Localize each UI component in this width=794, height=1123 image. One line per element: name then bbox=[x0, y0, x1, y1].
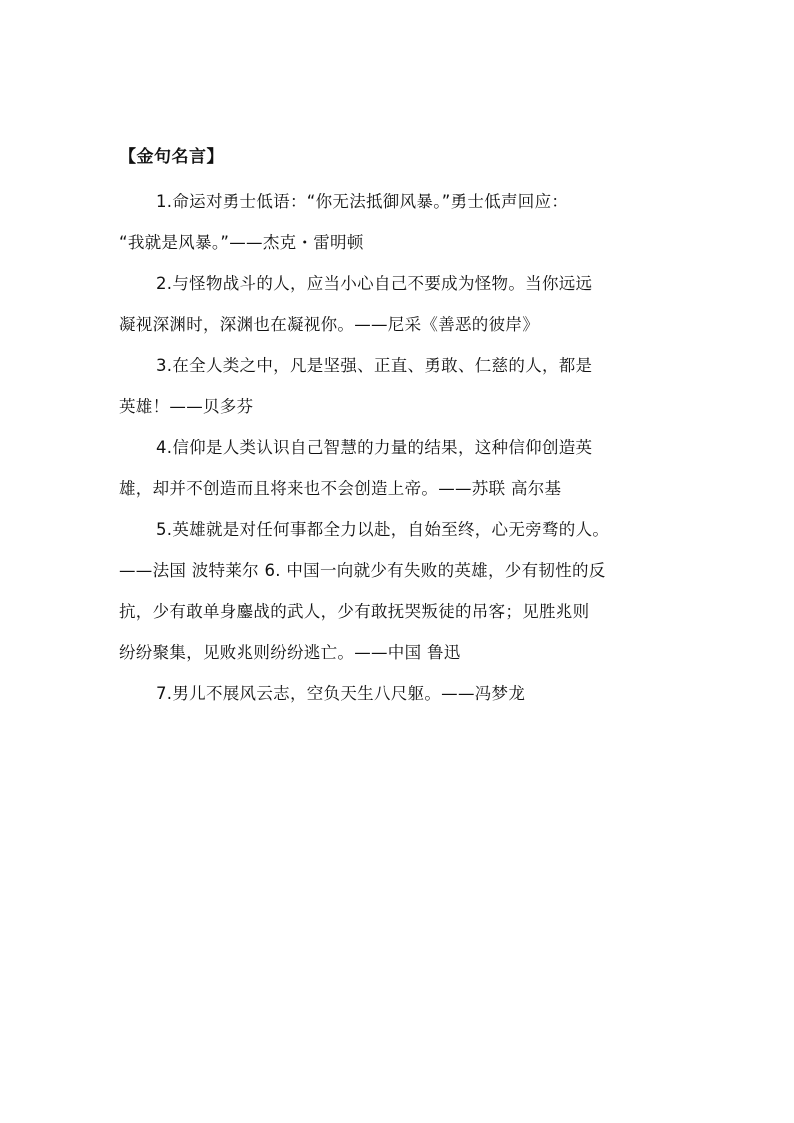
quote-2-line-2: 凝视深渊时，深渊也在凝视你。——尼采《善恶的彼岸》 bbox=[119, 315, 539, 334]
quote-text: 在全人类之中，凡是坚强、正直、勇敢、仁慈的人，都是 bbox=[172, 356, 593, 375]
quote-4-line-2: 雄，却并不创造而且将来也不会创造上帝。——苏联 高尔基 bbox=[119, 479, 562, 498]
quote-number: 1. bbox=[156, 192, 173, 211]
quote-5-line-1 bbox=[156, 518, 609, 542]
quote-1-line-1 bbox=[156, 190, 568, 214]
quote-text: 与怪物战斗的人，应当小心自己不要成为怪物。当你远远 bbox=[172, 274, 593, 293]
quote-number: 4. bbox=[156, 438, 173, 457]
quote-text: 信仰是人类认识自己智慧的力量的结果，这种信仰创造英 bbox=[172, 438, 593, 457]
quote-number: 7. bbox=[156, 684, 173, 703]
quote-7-line-1 bbox=[156, 682, 525, 706]
quote-5-line-3: 抗，少有敢单身鏖战的武人，少有敢抚哭叛徒的吊客；见胜兆则 bbox=[119, 602, 590, 621]
quote-text: 男儿不展风云志，空负天生八尺躯。——冯梦龙 bbox=[172, 684, 526, 703]
quote-number: 3. bbox=[156, 356, 173, 375]
quote-3-line-2: 英雄！——贝多芬 bbox=[119, 397, 254, 416]
quote-3-line-1 bbox=[156, 354, 592, 378]
quote-text: 命运对勇士低语：“你无法抵御风暴。”勇士低声回应： bbox=[172, 192, 569, 211]
quote-number: 5. bbox=[156, 520, 173, 539]
quote-5-line-2: ——法国 波特莱尔 6. 中国一向就少有失败的英雄，少有韧性的反 bbox=[119, 561, 606, 580]
quote-1-line-2: “我就是风暴。”——杰克・雷明顿 bbox=[119, 233, 364, 252]
quote-4-line-1 bbox=[156, 436, 592, 460]
quote-2-line-1 bbox=[156, 272, 592, 296]
quote-5-line-4: 纷纷聚集，见败兆则纷纷逃亡。——中国 鲁迅 bbox=[119, 643, 461, 662]
quote-number: 2. bbox=[156, 274, 173, 293]
section-heading: 【金句名言】 bbox=[119, 147, 224, 167]
quote-text: 英雄就是对任何事都全力以赴，自始至终，心无旁骛的人。 bbox=[172, 520, 610, 539]
